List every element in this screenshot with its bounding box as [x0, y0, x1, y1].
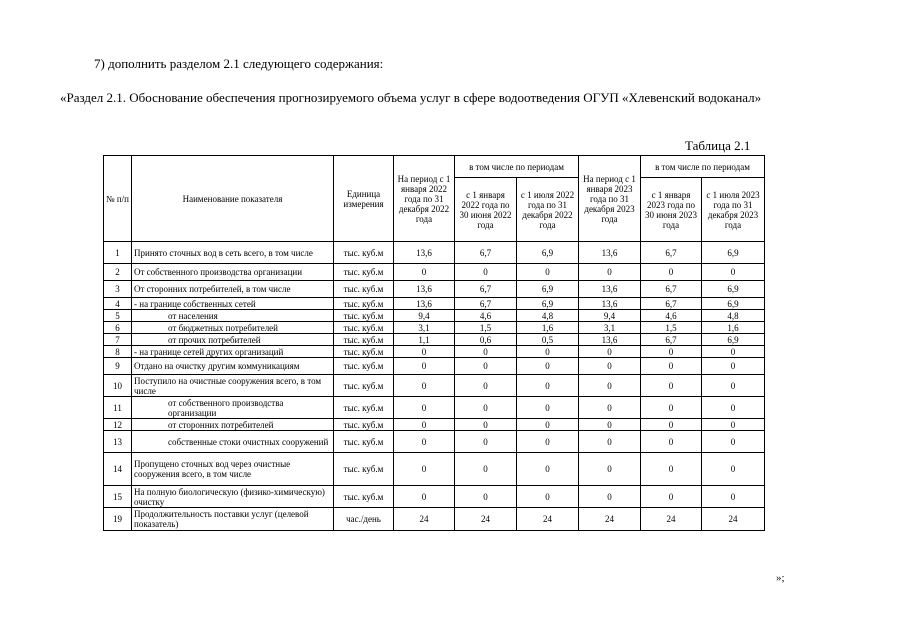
header-h1-2023: с 1 января 2023 года по 30 июня 2023 года — [641, 178, 702, 242]
row-value: 0 — [579, 375, 641, 397]
row-value: 24 — [517, 508, 579, 531]
row-value: 0 — [455, 397, 517, 419]
row-value: 13,6 — [579, 298, 641, 310]
row-value: 13,6 — [579, 242, 641, 264]
row-unit: тыс. куб.м — [334, 397, 394, 419]
row-value: 0 — [641, 486, 702, 508]
table-row — [104, 419, 765, 431]
row-value: 0 — [517, 397, 579, 419]
row-value: 1,5 — [641, 322, 702, 334]
row-name: На полную биологическую (физико-химическую) очистку — [132, 486, 334, 508]
row-value: 0 — [641, 397, 702, 419]
row-name: от сторонних потребителей — [132, 419, 334, 431]
row-value: 6,7 — [641, 281, 702, 298]
row-value: 1,6 — [517, 322, 579, 334]
row-num: 2 — [104, 264, 132, 281]
row-value: 0 — [455, 486, 517, 508]
row-unit: тыс. куб.м — [334, 334, 394, 346]
row-value: 13,6 — [394, 242, 455, 264]
row-unit: тыс. куб.м — [334, 453, 394, 486]
header-unit: Единица измерения — [334, 156, 394, 242]
row-value: 9,4 — [579, 310, 641, 322]
row-num: 11 — [104, 397, 132, 419]
row-unit: тыс. куб.м — [334, 242, 394, 264]
table-row — [104, 508, 765, 531]
row-value: 13,6 — [579, 334, 641, 346]
row-value: 1,1 — [394, 334, 455, 346]
row-value: 24 — [702, 508, 765, 531]
row-unit: тыс. куб.м — [334, 310, 394, 322]
row-name: От сторонних потребителей, в том числе — [132, 281, 334, 298]
row-name: собственные стоки очистных сооружений — [132, 431, 334, 453]
row-value: 6,7 — [641, 298, 702, 310]
intro-text: 7) дополнить разделом 2.1 следующего содержания: — [94, 56, 384, 71]
row-value: 0 — [394, 346, 455, 358]
table-row — [104, 453, 765, 486]
row-unit: тыс. куб.м — [334, 281, 394, 298]
row-value: 4,8 — [517, 310, 579, 322]
row-num: 7 — [104, 334, 132, 346]
row-value: 0 — [455, 375, 517, 397]
header-h2-2023: с 1 июля 2023 года по 31 декабря 2023 года — [702, 178, 765, 242]
row-num: 4 — [104, 298, 132, 310]
row-value: 0 — [641, 419, 702, 431]
row-value: 0 — [394, 431, 455, 453]
row-value: 13,6 — [394, 281, 455, 298]
row-value: 6,9 — [702, 298, 765, 310]
row-name: Принято сточных вод в сеть всего, в том числе — [132, 242, 334, 264]
row-value: 0 — [517, 264, 579, 281]
row-value: 6,9 — [702, 242, 765, 264]
table-row — [104, 298, 765, 310]
row-value: 0 — [455, 453, 517, 486]
row-value: 0 — [641, 358, 702, 375]
row-value: 0 — [702, 346, 765, 358]
row-value: 6,9 — [517, 281, 579, 298]
row-name: От собственного производства организации — [132, 264, 334, 281]
row-value: 0 — [702, 486, 765, 508]
row-value: 0 — [641, 264, 702, 281]
header-period-2022: На период с 1 января 2022 года по 31 декабря 2022 года — [394, 156, 455, 242]
header-incl-2023: в том числе по периодам — [641, 156, 765, 178]
row-value: 24 — [394, 508, 455, 531]
table-body — [104, 156, 765, 531]
row-value: 0 — [702, 264, 765, 281]
row-value: 0 — [702, 375, 765, 397]
header-name: Наименование показателя — [132, 156, 334, 242]
row-unit: тыс. куб.м — [334, 298, 394, 310]
row-unit: час./день — [334, 508, 394, 531]
row-value: 4,6 — [641, 310, 702, 322]
row-value: 0 — [455, 264, 517, 281]
row-value: 0 — [455, 346, 517, 358]
row-value: 3,1 — [579, 322, 641, 334]
row-value: 0 — [517, 431, 579, 453]
closing-mark: »; — [776, 572, 785, 584]
table-row — [104, 431, 765, 453]
table-row — [104, 264, 765, 281]
row-value: 13,6 — [579, 281, 641, 298]
table-row — [104, 334, 765, 346]
row-value: 4,8 — [702, 310, 765, 322]
row-num: 19 — [104, 508, 132, 531]
row-value: 0 — [641, 346, 702, 358]
row-value: 0 — [702, 358, 765, 375]
row-value: 0 — [579, 431, 641, 453]
table-row — [104, 310, 765, 322]
table-row — [104, 346, 765, 358]
row-value: 0 — [394, 453, 455, 486]
row-name: Продолжительность поставки услуг (целевой показатель) — [132, 508, 334, 531]
row-value: 6,7 — [455, 298, 517, 310]
row-value: 1,5 — [455, 322, 517, 334]
row-value: 0 — [702, 419, 765, 431]
row-value: 6,7 — [455, 281, 517, 298]
row-value: 0 — [517, 358, 579, 375]
row-num: 6 — [104, 322, 132, 334]
row-value: 0 — [641, 453, 702, 486]
row-num: 12 — [104, 419, 132, 431]
row-value: 9,4 — [394, 310, 455, 322]
row-unit: тыс. куб.м — [334, 358, 394, 375]
row-value: 6,9 — [517, 298, 579, 310]
row-value: 4,6 — [455, 310, 517, 322]
row-value: 0 — [702, 453, 765, 486]
row-value: 6,9 — [702, 334, 765, 346]
table-row — [104, 486, 765, 508]
row-value: 24 — [641, 508, 702, 531]
table-row — [104, 281, 765, 298]
row-name: Поступило на очистные сооружения всего, в том числе — [132, 375, 334, 397]
table-row — [104, 397, 765, 419]
row-name: - на границе собственных сетей — [132, 298, 334, 310]
row-value: 0 — [702, 397, 765, 419]
row-unit: тыс. куб.м — [334, 486, 394, 508]
row-value: 24 — [455, 508, 517, 531]
row-value: 0 — [517, 375, 579, 397]
row-value: 0 — [517, 453, 579, 486]
row-value: 0 — [455, 431, 517, 453]
row-value: 0 — [394, 486, 455, 508]
row-name: - на границе сетей других организаций — [132, 346, 334, 358]
row-num: 15 — [104, 486, 132, 508]
row-value: 0 — [579, 486, 641, 508]
table-row — [104, 375, 765, 397]
row-value: 0 — [579, 346, 641, 358]
header-h1-2022: с 1 января 2022 года по 30 июня 2022 года — [455, 178, 517, 242]
row-value: 0 — [394, 375, 455, 397]
row-unit: тыс. куб.м — [334, 264, 394, 281]
services-table — [103, 155, 765, 531]
row-value: 6,7 — [641, 242, 702, 264]
row-value: 0 — [394, 264, 455, 281]
row-value: 0 — [455, 419, 517, 431]
row-name: Отдано на очистку другим коммуникациям — [132, 358, 334, 375]
row-num: 1 — [104, 242, 132, 264]
row-name: от населения — [132, 310, 334, 322]
row-unit: тыс. куб.м — [334, 431, 394, 453]
row-value: 0 — [579, 358, 641, 375]
row-value: 0 — [394, 358, 455, 375]
row-num: 5 — [104, 310, 132, 322]
row-unit: тыс. куб.м — [334, 322, 394, 334]
row-value: 13,6 — [394, 298, 455, 310]
row-value: 6,7 — [455, 242, 517, 264]
row-unit: тыс. куб.м — [334, 346, 394, 358]
row-unit: тыс. куб.м — [334, 419, 394, 431]
row-value: 0 — [394, 397, 455, 419]
row-value: 6,9 — [517, 242, 579, 264]
row-name: Пропущено сточных вод через очистные сооружения всего, в том числе — [132, 453, 334, 486]
row-value: 6,9 — [702, 281, 765, 298]
row-unit: тыс. куб.м — [334, 375, 394, 397]
row-num: 10 — [104, 375, 132, 397]
row-value: 0 — [641, 375, 702, 397]
row-name: от собственного производства организации — [132, 397, 334, 419]
row-value: 0 — [517, 419, 579, 431]
row-value: 0 — [579, 397, 641, 419]
row-value: 0,5 — [517, 334, 579, 346]
header-incl-2022: в том числе по периодам — [455, 156, 579, 178]
row-value: 1,6 — [702, 322, 765, 334]
row-name: от прочих потребителей — [132, 334, 334, 346]
row-value: 3,1 — [394, 322, 455, 334]
row-name: от бюджетных потребителей — [132, 322, 334, 334]
row-value: 0 — [579, 419, 641, 431]
row-num: 9 — [104, 358, 132, 375]
row-value: 0 — [394, 419, 455, 431]
row-num: 13 — [104, 431, 132, 453]
row-num: 14 — [104, 453, 132, 486]
table-row — [104, 322, 765, 334]
row-value: 0 — [641, 431, 702, 453]
table-row — [104, 242, 765, 264]
row-num: 3 — [104, 281, 132, 298]
header-num: № п/п — [104, 156, 132, 242]
row-value: 0 — [455, 358, 517, 375]
row-value: 0 — [702, 431, 765, 453]
table-row — [104, 358, 765, 375]
row-value: 24 — [579, 508, 641, 531]
row-value: 0 — [579, 453, 641, 486]
header-period-2023: На период с 1 января 2023 года по 31 декабря 2023 года — [579, 156, 641, 242]
table-caption: Таблица 2.1 — [685, 138, 751, 153]
section-heading: «Раздел 2.1. Обоснование обеспечения прогнозируемого объема услуг в сфере водоотведения ОГУП «Хлевенский водоканал» — [60, 90, 762, 105]
row-value: 0 — [579, 264, 641, 281]
row-value: 6,7 — [641, 334, 702, 346]
row-num: 8 — [104, 346, 132, 358]
header-h2-2022: с 1 июля 2022 года по 31 декабря 2022 года — [517, 178, 579, 242]
row-value: 0 — [517, 486, 579, 508]
table-header-row — [104, 156, 765, 178]
row-value: 0,6 — [455, 334, 517, 346]
row-value: 0 — [517, 346, 579, 358]
